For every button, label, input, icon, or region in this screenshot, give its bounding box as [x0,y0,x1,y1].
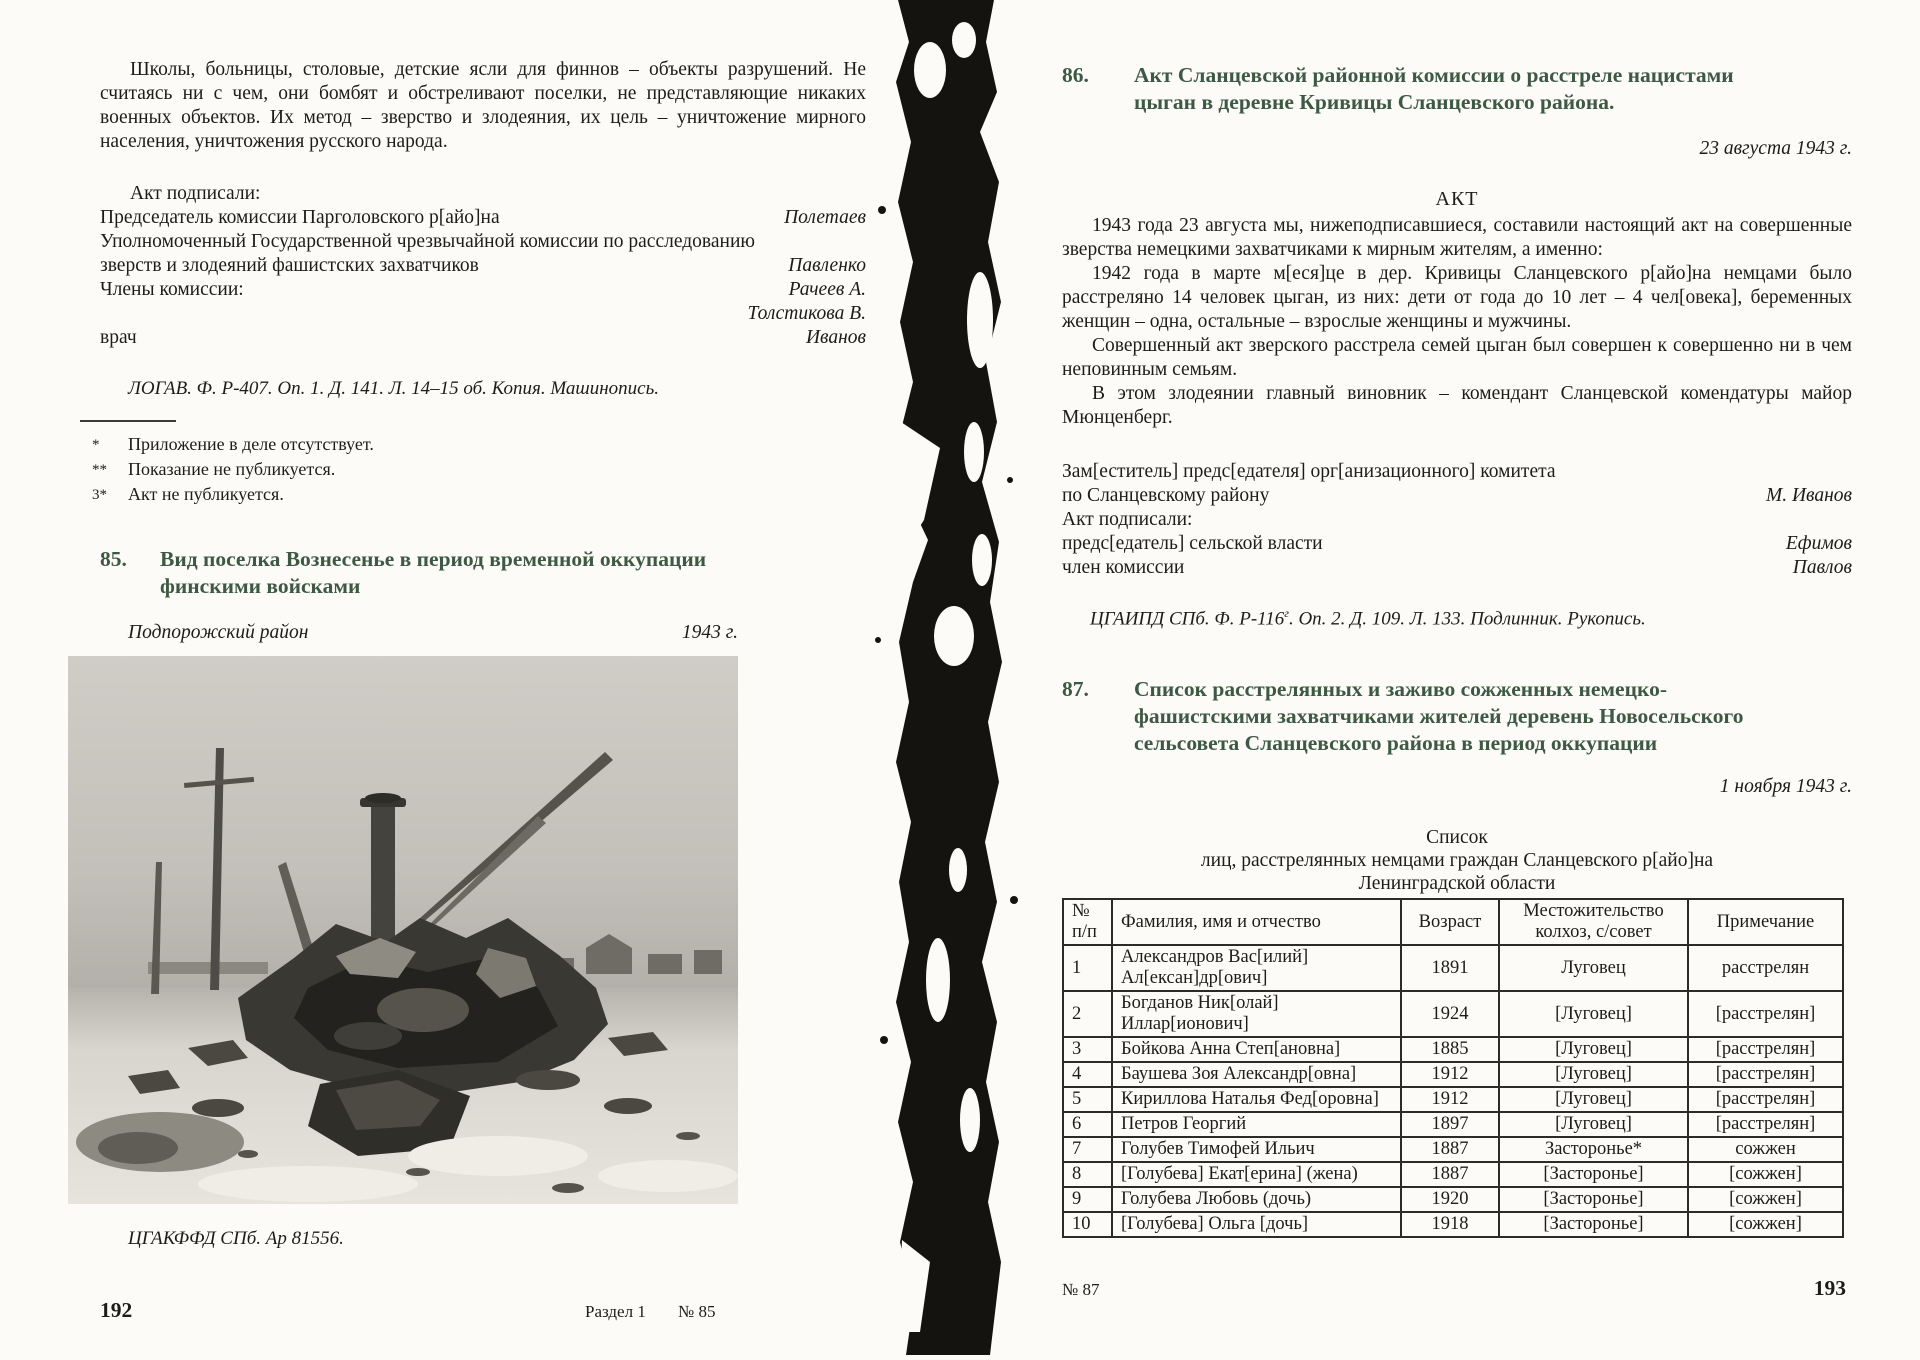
signature-role: предс[едатель] сельской власти [1062,533,1323,554]
cell-residence: [Луговец] [1499,1087,1688,1112]
signature-role: зверств и злодеяний фашистских захватчиков [100,255,479,276]
cell-name: Петров Георгий [1112,1112,1401,1137]
signature-name: М. Иванов [1765,485,1852,506]
act-paragraph: 1942 года в марте м[еся]це в дер. Кривицы Сланцевского р[айо]на немцами было расстреляно 14 человек цыган, из них: дети от года до 10 лет – 4 чел[овека], беременных женщин – одна, остальные – взрослые женщины и мужчины. [1062,263,1852,332]
footnote [92,457,866,482]
cell-note: расстрелян [1688,945,1843,991]
archive-rest: . Оп. 2. Д. 109. Л. 133. Подлинник. Рукопись. [1288,608,1646,630]
table-row [1063,1187,1843,1212]
cell-name: Бойкова Анна Степ[ановна] [1112,1037,1401,1062]
signature-role: по Сланцевскому району [1062,485,1270,506]
signature-row [100,254,866,278]
cell-note: [расстрелян] [1688,1112,1843,1137]
cell-age: 1897 [1401,1112,1499,1137]
signature-role: Председатель комиссии Парголовского р[айо]на [100,207,500,228]
signature-role: Уполномоченный Государственной чрезвычайной комиссии по расследованию [100,231,755,252]
archive-reference: ЛОГАВ. Ф. Р-407. Оп. 1. Д. 141. Л. 14–15 об. Копия. Машинопись. [128,378,660,399]
cell-note: [сожжен] [1688,1162,1843,1187]
footnotes [92,432,866,507]
cell-age: 1920 [1401,1187,1499,1212]
act-paragraph: В этом злодеянии главный виновник – комендант Сланцевской комендатуры майор Мюнценберг. [1062,383,1852,428]
signature-name: Полетаев [784,207,866,228]
footer-section: Раздел 1 [585,1302,646,1321]
photo-destroyed-village [68,656,738,1204]
table-row [1063,991,1843,1037]
signature-name: Ефимов [1785,533,1852,554]
cell-age: 1924 [1401,991,1499,1037]
archive-reference [1062,606,1852,630]
signature-row [1062,484,1852,508]
document-87-date: 1 ноября 1943 г. [1719,776,1852,797]
cell-age: 1912 [1401,1062,1499,1087]
footnote-text: Приложение в деле отсутствует. [128,434,374,454]
document-number: 86. [1062,63,1089,87]
header-age: Возраст [1401,899,1499,945]
act-heading: АКТ [1435,188,1479,210]
table-row [1063,1037,1843,1062]
cell-residence: [Засторонье] [1499,1162,1688,1187]
cell-name: [Голубева] Ольга [дочь] [1112,1212,1401,1237]
signature-row [1062,508,1852,532]
table-row [1063,945,1843,991]
document-title: Вид поселка Вознесенье в период временной оккупации финскими войсками [160,547,707,598]
document-85-heading [100,546,866,600]
cell-residence: [Луговец] [1499,1112,1688,1137]
act-body [1062,214,1852,430]
cell-name: Баушева Зоя Александр[овна] [1112,1062,1401,1087]
cell-name: Александров Вас[илий] Ал[ексан]др[ович] [1112,945,1401,991]
cell-residence: [Луговец] [1499,1062,1688,1087]
cell-name: [Голубева] Екат[ерина] (жена) [1112,1162,1401,1187]
signature-block-right [1062,460,1852,580]
signature-role: врач [100,327,137,348]
footer-doc-ref: № 85 [678,1302,716,1321]
signature-row [1062,532,1852,556]
table-row [1063,1112,1843,1137]
signature-role: член комиссии [1062,557,1185,578]
act-paragraph: 1943 года 23 августа мы, нижеподписавшиеся, составили настоящий акт на совершенные зверства немецкими захватчиками к мирным жителям, а именно: [1062,215,1852,260]
cell-note: [сожжен] [1688,1212,1843,1237]
page-number: 193 [1813,1276,1846,1300]
cell-residence: [Луговец] [1499,1037,1688,1062]
list-title-line: лиц, расстрелянных немцами граждан Сланцевского р[айо]на [1200,850,1714,871]
cell-note: [сожжен] [1688,1187,1843,1212]
footnote-text: Показание не публикуется. [128,459,336,479]
cell-name: Богданов Ник[олай] Иллар[ионович] [1112,991,1401,1037]
cell-residence: Луговец [1499,945,1688,991]
cell-name: Голубев Тимофей Ильич [1112,1137,1401,1162]
footnote [92,482,866,507]
cell-residence: [Луговец] [1499,991,1688,1037]
list-title [1062,826,1852,895]
document-title: Список расстрелянных и заживо сожженных немецко-фашистскими захватчиками жителей деревень Новосельского сельсовета Сланцевского района в период оккупации [1134,677,1744,755]
victims-table [1062,898,1844,1238]
act-paragraph: Совершенный акт зверского расстрела семей цыган был совершен к совершенно ни в чем неповинным семьям. [1062,335,1852,380]
cell-note: [расстрелян] [1688,1037,1843,1062]
archive-fond-sup: г [1284,606,1289,620]
signature-name: Толстикова В. [747,303,866,324]
header-residence: Местожительство колхоз, с/совет [1499,899,1688,945]
cell-number: 8 [1063,1162,1112,1187]
footnote [92,432,866,457]
cell-age: 1918 [1401,1212,1499,1237]
signature-role: Акт подписали: [1062,509,1193,530]
cell-note: сожжен [1688,1137,1843,1162]
cell-residence: Засторонье* [1499,1137,1688,1162]
right-page-footer [1062,1276,1852,1306]
cell-name: Голубева Любовь (дочь) [1112,1187,1401,1212]
document-number: 85. [100,547,127,571]
footnote-marker: * [92,437,100,453]
cell-residence: [Засторонье] [1499,1187,1688,1212]
left-page-footer [100,1298,866,1328]
signature-block-left [100,182,866,350]
signature-row [1062,460,1852,484]
signature-row [100,206,866,230]
document-place: Подпорожский район [128,622,309,643]
cell-note: [расстрелян] [1688,1087,1843,1112]
table-header-row [1063,899,1843,945]
header-number: № п/п [1063,899,1112,945]
gutter-ink-texture [868,0,1022,1355]
cell-note: [расстрелян] [1688,1062,1843,1087]
list-title-line: Список [1426,827,1488,848]
document-87-heading [1062,676,1852,757]
document-86-date: 23 августа 1943 г. [1699,138,1852,159]
table-row [1063,1212,1843,1237]
victims-table-wrap [1062,898,1852,1238]
cell-number: 5 [1063,1087,1112,1112]
document-85-meta [100,622,866,644]
table-row [1063,1087,1843,1112]
document-number: 87. [1062,677,1089,701]
cell-number: 4 [1063,1062,1112,1087]
cell-age: 1887 [1401,1162,1499,1187]
signature-row [1062,556,1852,580]
signature-row [100,326,866,350]
footnote-separator [80,420,176,422]
cell-name: Кириллова Наталья Фед[оровна] [1112,1087,1401,1112]
page-number: 192 [100,1298,133,1322]
footnote-marker: 3* [92,487,107,503]
header-name: Фамилия, имя и отчество [1112,899,1401,945]
left-page [92,0,866,1355]
cell-number: 3 [1063,1037,1112,1062]
cell-number: 2 [1063,991,1112,1037]
table-row [1063,1137,1843,1162]
table-row [1063,1062,1843,1087]
cell-note: [расстрелян] [1688,991,1843,1037]
cell-residence: [Засторонье] [1499,1212,1688,1237]
document-86-heading [1062,62,1852,116]
cell-number: 6 [1063,1112,1112,1137]
cell-age: 1912 [1401,1087,1499,1112]
binding-gutter-strip [868,0,1022,1355]
cell-age: 1891 [1401,945,1499,991]
cell-number: 1 [1063,945,1112,991]
cell-age: 1885 [1401,1037,1499,1062]
signature-name: Иванов [805,327,866,348]
photo-caption: ЦГАКФФД СПб. Ар 81556. [128,1228,344,1249]
footnote-text: Акт не публикуется. [128,484,284,504]
signature-name: Павленко [788,255,866,276]
document-title: Акт Сланцевской районной комиссии о расстреле нацистами цыган в деревне Кривицы Сланцевского района. [1134,63,1734,114]
footer-doc-ref: № 87 [1062,1280,1100,1299]
signature-row [100,302,866,326]
photo-image [68,656,738,1204]
document-date: 1943 г. [681,622,738,643]
signature-row [100,278,866,302]
right-page [1062,0,1852,1355]
footnote-marker: ** [92,462,107,478]
table-row [1063,1162,1843,1187]
signature-role: Члены комиссии: [100,279,244,300]
intro-paragraph: Школы, больницы, столовые, детские ясли для финнов – объекты разрушений. Не считаясь ни с чем, они бомбят и обстреливают поселки, не представляющие никаких военных объектов. Их метод – зверство и злодеяния, их цель – уничтожение мирного населения, уничтожения русского народа. [100,59,866,152]
signature-role: Зам[еститель] предс[едателя] орг[анизационного] комитета [1062,461,1556,482]
signature-intro: Акт подписали: [130,183,261,204]
cell-age: 1887 [1401,1137,1499,1162]
cell-number: 9 [1063,1187,1112,1212]
signature-name: Павлов [1792,557,1852,578]
list-title-line: Ленинградской области [1358,873,1556,894]
header-note: Примечание [1688,899,1843,945]
archive-fond: ЦГАИПД СПб. Ф. Р-116 [1090,608,1285,630]
signature-row [100,230,866,254]
cell-number: 7 [1063,1137,1112,1162]
cell-number: 10 [1063,1212,1112,1237]
signature-name: Рачеев А. [788,279,866,300]
